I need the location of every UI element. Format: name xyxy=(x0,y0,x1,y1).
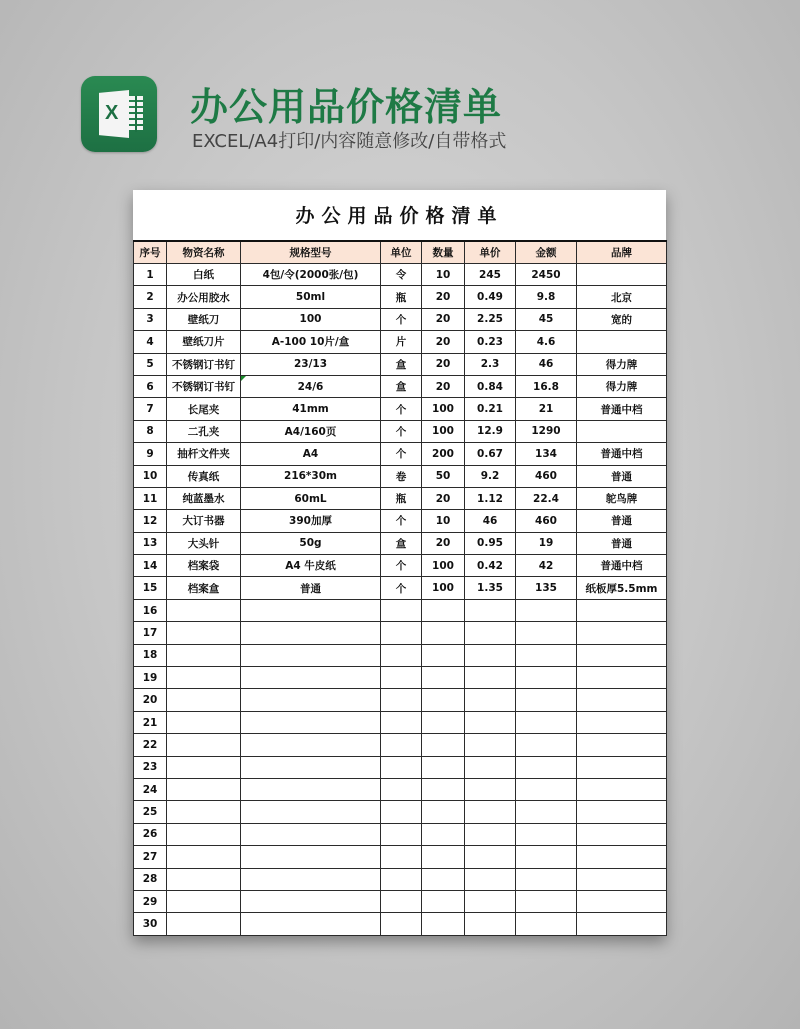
table-header-row xyxy=(134,241,667,264)
cell-index[interactable]: 21 xyxy=(134,711,167,733)
table-row xyxy=(134,823,667,845)
cell-index[interactable]: 16 xyxy=(134,599,167,621)
cell-amount[interactable] xyxy=(516,868,577,890)
cell-unit[interactable] xyxy=(381,846,422,868)
cell-index[interactable]: 11 xyxy=(134,487,167,509)
cell-unit-price[interactable] xyxy=(465,599,516,621)
column-header-spec[interactable]: 规格型号 xyxy=(241,241,381,264)
cell-brand[interactable]: 普通 xyxy=(577,465,667,487)
table-row xyxy=(134,689,667,711)
cell-item-name[interactable]: 长尾夹 xyxy=(167,398,241,420)
cell-amount[interactable]: 135 xyxy=(516,577,577,599)
cell-quantity[interactable]: 100 xyxy=(422,555,465,577)
cell-unit-price[interactable]: 245 xyxy=(465,264,516,286)
cell-amount[interactable]: 22.4 xyxy=(516,487,577,509)
cell-unit-price[interactable]: 0.67 xyxy=(465,443,516,465)
cell-unit-price[interactable]: 46 xyxy=(465,510,516,532)
cell-quantity[interactable]: 20 xyxy=(422,487,465,509)
cell-unit-price[interactable]: 0.49 xyxy=(465,286,516,308)
cell-spec[interactable] xyxy=(241,599,381,621)
cell-index[interactable]: 2 xyxy=(134,286,167,308)
cell-brand[interactable] xyxy=(577,801,667,823)
cell-item-name[interactable] xyxy=(167,711,241,733)
cell-brand[interactable] xyxy=(577,868,667,890)
cell-quantity[interactable] xyxy=(422,711,465,733)
cell-quantity[interactable]: 20 xyxy=(422,286,465,308)
cell-quantity[interactable]: 100 xyxy=(422,577,465,599)
cell-spec[interactable]: 4包/令(2000张/包) xyxy=(241,264,381,286)
cell-amount[interactable] xyxy=(516,756,577,778)
cell-item-name[interactable] xyxy=(167,622,241,644)
cell-spec[interactable]: 390加厚 xyxy=(241,510,381,532)
cell-brand[interactable] xyxy=(577,823,667,845)
cell-quantity[interactable] xyxy=(422,689,465,711)
cell-unit[interactable]: 个 xyxy=(381,555,422,577)
cell-spec[interactable]: 50ml xyxy=(241,286,381,308)
cell-brand[interactable] xyxy=(577,644,667,666)
spreadsheet-preview xyxy=(133,190,666,936)
cell-unit-price[interactable]: 2.25 xyxy=(465,308,516,330)
cell-index[interactable]: 12 xyxy=(134,510,167,532)
price-table xyxy=(133,240,667,936)
cell-spec[interactable] xyxy=(241,778,381,800)
cell-unit[interactable] xyxy=(381,734,422,756)
cell-unit[interactable] xyxy=(381,667,422,689)
cell-item-name[interactable]: 传真纸 xyxy=(167,465,241,487)
table-row xyxy=(134,555,667,577)
table-row xyxy=(134,667,667,689)
cell-brand[interactable]: 鸵鸟牌 xyxy=(577,487,667,509)
table-row xyxy=(134,913,667,935)
cell-brand[interactable]: 宽的 xyxy=(577,308,667,330)
cell-item-name[interactable]: 档案盒 xyxy=(167,577,241,599)
cell-amount[interactable]: 16.8 xyxy=(516,375,577,397)
cell-unit-price[interactable] xyxy=(465,868,516,890)
cell-index[interactable]: 28 xyxy=(134,868,167,890)
cell-index[interactable]: 9 xyxy=(134,443,167,465)
cell-quantity[interactable]: 10 xyxy=(422,510,465,532)
cell-unit[interactable]: 盒 xyxy=(381,353,422,375)
cell-spec[interactable]: 普通 xyxy=(241,577,381,599)
cell-unit-price[interactable]: 1.35 xyxy=(465,577,516,599)
cell-quantity[interactable]: 100 xyxy=(422,398,465,420)
column-header-index[interactable]: 序号 xyxy=(134,241,167,264)
cell-index[interactable]: 10 xyxy=(134,465,167,487)
cell-spec[interactable]: A4/160页 xyxy=(241,420,381,442)
cell-brand[interactable] xyxy=(577,913,667,935)
cell-amount[interactable] xyxy=(516,599,577,621)
cell-unit-price[interactable] xyxy=(465,846,516,868)
cell-item-name[interactable]: 壁纸刀片 xyxy=(167,331,241,353)
column-header-unit-price[interactable]: 单价 xyxy=(465,241,516,264)
table-row xyxy=(134,778,667,800)
cell-item-name[interactable] xyxy=(167,599,241,621)
table-row xyxy=(134,286,667,308)
cell-item-name[interactable]: 二孔夹 xyxy=(167,420,241,442)
cell-unit[interactable]: 个 xyxy=(381,577,422,599)
cell-unit[interactable] xyxy=(381,823,422,845)
cell-amount[interactable] xyxy=(516,622,577,644)
cell-brand[interactable]: 纸板厚5.5mm xyxy=(577,577,667,599)
cell-spec[interactable] xyxy=(241,734,381,756)
cell-unit[interactable]: 瓶 xyxy=(381,286,422,308)
cell-unit[interactable] xyxy=(381,689,422,711)
cell-item-name[interactable] xyxy=(167,868,241,890)
cell-brand[interactable]: 普通中档 xyxy=(577,555,667,577)
cell-unit[interactable] xyxy=(381,622,422,644)
cell-index[interactable]: 24 xyxy=(134,778,167,800)
cell-amount[interactable] xyxy=(516,823,577,845)
table-row xyxy=(134,644,667,666)
cell-item-name[interactable] xyxy=(167,823,241,845)
cell-brand[interactable]: 普通 xyxy=(577,510,667,532)
cell-index[interactable]: 14 xyxy=(134,555,167,577)
cell-quantity[interactable] xyxy=(422,622,465,644)
cell-item-name[interactable] xyxy=(167,644,241,666)
cell-amount[interactable]: 9.8 xyxy=(516,286,577,308)
table-row xyxy=(134,599,667,621)
cell-quantity[interactable]: 20 xyxy=(422,308,465,330)
cell-index[interactable]: 13 xyxy=(134,532,167,554)
cell-amount[interactable] xyxy=(516,644,577,666)
cell-amount[interactable]: 42 xyxy=(516,555,577,577)
cell-item-name[interactable]: 大订书器 xyxy=(167,510,241,532)
table-row xyxy=(134,622,667,644)
cell-spec[interactable] xyxy=(241,667,381,689)
cell-amount[interactable] xyxy=(516,689,577,711)
cell-amount[interactable]: 1290 xyxy=(516,420,577,442)
cell-amount[interactable]: 21 xyxy=(516,398,577,420)
cell-unit-price[interactable]: 2.3 xyxy=(465,353,516,375)
cell-brand[interactable] xyxy=(577,778,667,800)
cell-unit-price[interactable]: 0.23 xyxy=(465,331,516,353)
cell-amount[interactable] xyxy=(516,711,577,733)
cell-spec[interactable] xyxy=(241,801,381,823)
cell-item-name[interactable]: 白纸 xyxy=(167,264,241,286)
cell-brand[interactable] xyxy=(577,734,667,756)
cell-brand[interactable] xyxy=(577,846,667,868)
cell-spec[interactable]: A4 牛皮纸 xyxy=(241,555,381,577)
cell-index[interactable]: 26 xyxy=(134,823,167,845)
cell-quantity[interactable]: 200 xyxy=(422,443,465,465)
cell-unit[interactable]: 盒 xyxy=(381,375,422,397)
cell-item-name[interactable]: 档案袋 xyxy=(167,555,241,577)
cell-item-name[interactable] xyxy=(167,667,241,689)
cell-brand[interactable]: 得力牌 xyxy=(577,353,667,375)
cell-item-name[interactable]: 办公用胶水 xyxy=(167,286,241,308)
table-row xyxy=(134,420,667,442)
cell-brand[interactable]: 北京 xyxy=(577,286,667,308)
cell-brand[interactable] xyxy=(577,622,667,644)
table-row xyxy=(134,465,667,487)
cell-brand[interactable] xyxy=(577,711,667,733)
cell-quantity[interactable] xyxy=(422,778,465,800)
excel-icon-grid xyxy=(129,96,143,132)
cell-unit-price[interactable] xyxy=(465,756,516,778)
cell-item-name[interactable] xyxy=(167,756,241,778)
cell-brand[interactable] xyxy=(577,689,667,711)
cell-unit[interactable]: 片 xyxy=(381,331,422,353)
cell-quantity[interactable] xyxy=(422,599,465,621)
cell-unit[interactable] xyxy=(381,890,422,912)
cell-index[interactable]: 5 xyxy=(134,353,167,375)
cell-brand[interactable] xyxy=(577,420,667,442)
cell-brand[interactable]: 普通中档 xyxy=(577,398,667,420)
cell-unit-price[interactable] xyxy=(465,823,516,845)
excel-icon-letter: X xyxy=(105,102,119,124)
cell-amount[interactable] xyxy=(516,890,577,912)
cell-item-name[interactable]: 纯蓝墨水 xyxy=(167,487,241,509)
cell-quantity[interactable] xyxy=(422,644,465,666)
cell-brand[interactable]: 普通中档 xyxy=(577,443,667,465)
table-row xyxy=(134,846,667,868)
cell-quantity[interactable]: 100 xyxy=(422,420,465,442)
cell-amount[interactable]: 19 xyxy=(516,532,577,554)
cell-quantity[interactable]: 20 xyxy=(422,353,465,375)
cell-unit[interactable]: 令 xyxy=(381,264,422,286)
column-header-unit[interactable]: 单位 xyxy=(381,241,422,264)
table-row xyxy=(134,308,667,330)
cell-unit[interactable] xyxy=(381,801,422,823)
cell-index[interactable]: 23 xyxy=(134,756,167,778)
cell-quantity[interactable] xyxy=(422,846,465,868)
table-row xyxy=(134,264,667,286)
cell-spec[interactable] xyxy=(241,756,381,778)
cell-unit-price[interactable] xyxy=(465,689,516,711)
cell-amount[interactable]: 45 xyxy=(516,308,577,330)
cell-spec[interactable] xyxy=(241,711,381,733)
cell-quantity[interactable]: 50 xyxy=(422,465,465,487)
cell-unit[interactable]: 个 xyxy=(381,420,422,442)
cell-spec[interactable] xyxy=(241,890,381,912)
column-header-brand[interactable]: 品牌 xyxy=(577,241,667,264)
cell-item-name[interactable] xyxy=(167,846,241,868)
column-header-item-name[interactable]: 物资名称 xyxy=(167,241,241,264)
cell-spec[interactable] xyxy=(241,622,381,644)
cell-spec[interactable] xyxy=(241,689,381,711)
cell-amount[interactable] xyxy=(516,778,577,800)
cell-item-name[interactable] xyxy=(167,913,241,935)
cell-unit-price[interactable]: 0.21 xyxy=(465,398,516,420)
cell-spec[interactable]: 100 xyxy=(241,308,381,330)
cell-quantity[interactable]: 20 xyxy=(422,375,465,397)
column-header-quantity[interactable]: 数量 xyxy=(422,241,465,264)
cell-unit-price[interactable] xyxy=(465,801,516,823)
cell-unit[interactable]: 个 xyxy=(381,308,422,330)
cell-brand[interactable] xyxy=(577,331,667,353)
cell-index[interactable]: 18 xyxy=(134,644,167,666)
excel-icon xyxy=(81,76,157,152)
cell-unit[interactable] xyxy=(381,599,422,621)
cell-brand[interactable] xyxy=(577,667,667,689)
cell-spec[interactable] xyxy=(241,913,381,935)
cell-spec[interactable]: 23/13 xyxy=(241,353,381,375)
cell-item-name[interactable]: 不锈钢订书钉 xyxy=(167,375,241,397)
cell-spec[interactable]: 60mL xyxy=(241,487,381,509)
cell-spec[interactable]: 50g xyxy=(241,532,381,554)
banner-title: 办公用品价格清单 xyxy=(190,85,503,129)
cell-amount[interactable]: 46 xyxy=(516,353,577,375)
cell-spec[interactable]: 41mm xyxy=(241,398,381,420)
cell-index[interactable]: 27 xyxy=(134,846,167,868)
cell-amount[interactable]: 4.6 xyxy=(516,331,577,353)
cell-brand[interactable]: 普通 xyxy=(577,532,667,554)
cell-amount[interactable] xyxy=(516,846,577,868)
cell-brand[interactable] xyxy=(577,264,667,286)
cell-unit[interactable] xyxy=(381,913,422,935)
table-row xyxy=(134,756,667,778)
cell-index[interactable]: 20 xyxy=(134,689,167,711)
cell-quantity[interactable] xyxy=(422,913,465,935)
table-row xyxy=(134,577,667,599)
cell-index[interactable]: 8 xyxy=(134,420,167,442)
column-header-amount[interactable]: 金额 xyxy=(516,241,577,264)
cell-unit[interactable]: 个 xyxy=(381,398,422,420)
cell-amount[interactable] xyxy=(516,913,577,935)
cell-amount[interactable]: 460 xyxy=(516,510,577,532)
cell-index[interactable]: 3 xyxy=(134,308,167,330)
cell-item-name[interactable] xyxy=(167,890,241,912)
cell-quantity[interactable] xyxy=(422,823,465,845)
cell-brand[interactable] xyxy=(577,599,667,621)
cell-spec[interactable] xyxy=(241,868,381,890)
cell-spec[interactable]: A-100 10片/盒 xyxy=(241,331,381,353)
cell-item-name[interactable] xyxy=(167,778,241,800)
table-row xyxy=(134,443,667,465)
cell-item-name[interactable] xyxy=(167,734,241,756)
table-row xyxy=(134,734,667,756)
cell-amount[interactable] xyxy=(516,734,577,756)
cell-amount[interactable]: 134 xyxy=(516,443,577,465)
cell-amount[interactable] xyxy=(516,801,577,823)
table-row xyxy=(134,398,667,420)
cell-unit-price[interactable]: 0.95 xyxy=(465,532,516,554)
cell-item-name[interactable] xyxy=(167,689,241,711)
cell-brand[interactable] xyxy=(577,756,667,778)
table-row xyxy=(134,510,667,532)
cell-brand[interactable] xyxy=(577,890,667,912)
cell-quantity[interactable] xyxy=(422,801,465,823)
cell-unit-price[interactable]: 0.42 xyxy=(465,555,516,577)
cell-spec[interactable]: 216*30m xyxy=(241,465,381,487)
cell-index[interactable]: 19 xyxy=(134,667,167,689)
cell-unit[interactable] xyxy=(381,711,422,733)
cell-index[interactable]: 17 xyxy=(134,622,167,644)
cell-item-name[interactable] xyxy=(167,801,241,823)
cell-unit[interactable]: 盒 xyxy=(381,532,422,554)
table-row xyxy=(134,331,667,353)
cell-item-name[interactable]: 抽杆文件夹 xyxy=(167,443,241,465)
cell-amount[interactable]: 2450 xyxy=(516,264,577,286)
cell-index[interactable]: 7 xyxy=(134,398,167,420)
cell-spec[interactable] xyxy=(241,846,381,868)
cell-quantity[interactable] xyxy=(422,868,465,890)
cell-item-name[interactable]: 不锈钢订书钉 xyxy=(167,353,241,375)
cell-index[interactable]: 6 xyxy=(134,375,167,397)
cell-unit[interactable]: 卷 xyxy=(381,465,422,487)
cell-unit-price[interactable] xyxy=(465,644,516,666)
cell-spec[interactable]: A4 xyxy=(241,443,381,465)
cell-item-name[interactable]: 壁纸刀 xyxy=(167,308,241,330)
cell-brand[interactable]: 得力牌 xyxy=(577,375,667,397)
cell-index[interactable]: 22 xyxy=(134,734,167,756)
cell-unit[interactable] xyxy=(381,756,422,778)
table-row xyxy=(134,711,667,733)
table-row xyxy=(134,532,667,554)
cell-unit-price[interactable] xyxy=(465,711,516,733)
banner-subtitle: EXCEL/A4打印/内容随意修改/自带格式 xyxy=(192,131,507,152)
table-row xyxy=(134,801,667,823)
cell-unit-price[interactable]: 9.2 xyxy=(465,465,516,487)
cell-index[interactable]: 4 xyxy=(134,331,167,353)
cell-index[interactable]: 30 xyxy=(134,913,167,935)
cell-unit[interactable]: 个 xyxy=(381,443,422,465)
table-row xyxy=(134,487,667,509)
cell-spec[interactable] xyxy=(241,644,381,666)
cell-quantity[interactable] xyxy=(422,756,465,778)
cell-unit-price[interactable]: 1.12 xyxy=(465,487,516,509)
cell-unit[interactable] xyxy=(381,868,422,890)
cell-quantity[interactable]: 20 xyxy=(422,532,465,554)
cell-index[interactable]: 25 xyxy=(134,801,167,823)
cell-amount[interactable] xyxy=(516,667,577,689)
cell-index[interactable]: 29 xyxy=(134,890,167,912)
cell-unit-price[interactable] xyxy=(465,778,516,800)
cell-unit-price[interactable]: 0.84 xyxy=(465,375,516,397)
table-row xyxy=(134,353,667,375)
table-row xyxy=(134,375,667,397)
cell-unit[interactable] xyxy=(381,644,422,666)
cell-unit-price[interactable] xyxy=(465,913,516,935)
cell-quantity[interactable] xyxy=(422,890,465,912)
cell-unit[interactable]: 个 xyxy=(381,510,422,532)
cell-unit-price[interactable]: 12.9 xyxy=(465,420,516,442)
cell-unit-price[interactable] xyxy=(465,890,516,912)
cell-item-name[interactable]: 大头针 xyxy=(167,532,241,554)
cell-spec[interactable]: 24/6 xyxy=(241,375,381,397)
cell-unit[interactable] xyxy=(381,778,422,800)
cell-unit-price[interactable] xyxy=(465,667,516,689)
cell-unit-price[interactable] xyxy=(465,734,516,756)
cell-amount[interactable]: 460 xyxy=(516,465,577,487)
cell-unit[interactable]: 瓶 xyxy=(381,487,422,509)
table-row xyxy=(134,890,667,912)
cell-quantity[interactable]: 10 xyxy=(422,264,465,286)
cell-index[interactable]: 1 xyxy=(134,264,167,286)
table-row xyxy=(134,868,667,890)
cell-quantity[interactable]: 20 xyxy=(422,331,465,353)
cell-quantity[interactable] xyxy=(422,734,465,756)
sheet-title: 办公用品价格清单 xyxy=(295,205,504,227)
table-body xyxy=(134,264,667,936)
cell-index[interactable]: 15 xyxy=(134,577,167,599)
cell-unit-price[interactable] xyxy=(465,622,516,644)
cell-spec[interactable] xyxy=(241,823,381,845)
cell-quantity[interactable] xyxy=(422,667,465,689)
